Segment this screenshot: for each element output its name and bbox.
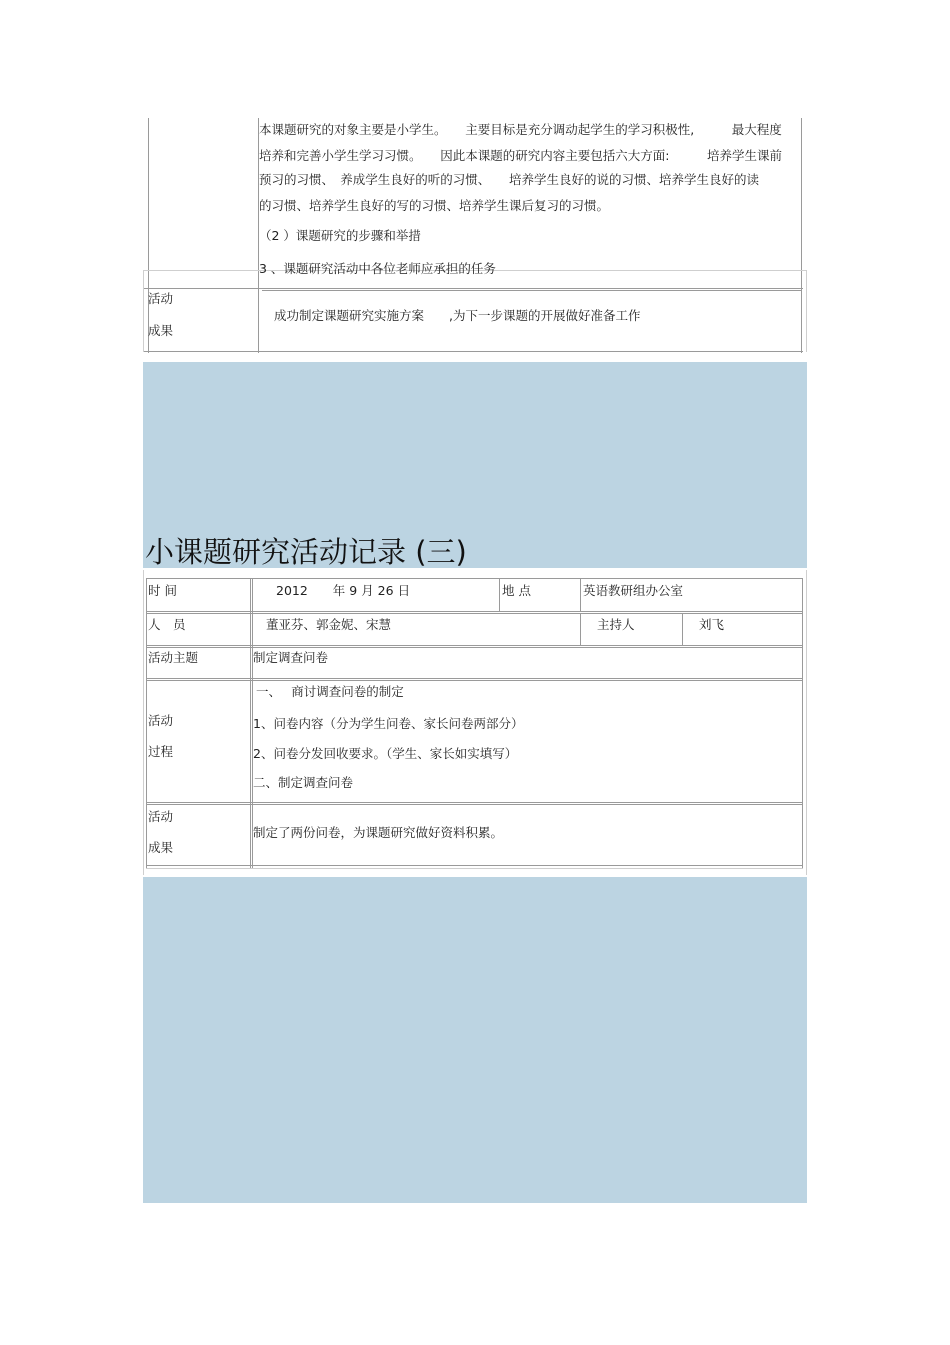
- table-border: [146, 678, 803, 679]
- result-label: 活动: [148, 809, 174, 824]
- table-border: [499, 578, 500, 612]
- record-title: 小课题研究活动记录 (三): [145, 535, 467, 569]
- result-label: 活动: [148, 291, 174, 306]
- table-border: [806, 270, 807, 352]
- result-text: 制定了两份问卷，为课题研究做好资料积累。: [253, 825, 504, 840]
- table-border: [146, 578, 803, 579]
- table-border: [148, 118, 149, 353]
- process-line: 2、问卷分发回收要求。（学生、家长如实填写）: [253, 746, 518, 761]
- table-border: [146, 578, 147, 868]
- table-border: [146, 868, 803, 869]
- table-border: [146, 613, 803, 614]
- table-border: [146, 865, 803, 866]
- table-border: [250, 578, 251, 868]
- process-line: 二、制定调查问卷: [253, 775, 354, 790]
- process-line: 一、 商讨调查问卷的制定: [256, 684, 404, 699]
- process-label: 活动: [148, 713, 174, 728]
- result-label: 成果: [148, 840, 174, 855]
- table-border: [682, 613, 683, 646]
- table-border: [143, 288, 803, 289]
- table-border: [143, 270, 144, 352]
- step-2-text: （2 ）课题研究的步骤和举措: [259, 228, 421, 243]
- place-value: 英语教研组办公室: [583, 583, 684, 598]
- process-label: 过程: [148, 744, 174, 759]
- people-value: 董亚芬、郭金妮、宋慧: [266, 617, 392, 632]
- table-border: [801, 118, 802, 353]
- table-border: [143, 351, 803, 352]
- table-border: [146, 611, 803, 612]
- table-border: [806, 570, 807, 875]
- place-label: 地 点: [502, 583, 531, 598]
- result-label: 成果: [148, 323, 174, 338]
- table-border: [146, 680, 803, 681]
- host-label: 主持人: [597, 617, 635, 632]
- host-value: 刘飞: [699, 617, 725, 632]
- content-line: 培养和完善小学生学习习惯。 因此本课题的研究内容主要包括六大方面: 培养学生课前: [259, 148, 782, 163]
- blue-band: [143, 877, 807, 1203]
- content-line: 预习的习惯、 养成学生良好的听的习惯、 培养学生良好的说的习惯、培养学生良好的读: [259, 172, 760, 187]
- date-value: 2012 年 9 月 26 日: [276, 583, 411, 598]
- table-border: [146, 802, 803, 803]
- table-border: [580, 613, 581, 646]
- step-3-text: 3 、课题研究活动中各位老师应承担的任务: [259, 261, 496, 276]
- table-border: [802, 578, 803, 868]
- table-border: [146, 645, 803, 646]
- content-line: 本课题研究的对象主要是小学生。 主要目标是充分调动起学生的学习积极性, 最大程度: [259, 122, 782, 137]
- theme-value: 制定调查问卷: [253, 650, 329, 665]
- theme-label: 活动主题: [148, 650, 199, 665]
- people-label: 人 员: [148, 617, 186, 632]
- result-text: 成功制定课题研究实施方案 ,为下一步课题的开展做好准备工作: [274, 308, 641, 323]
- process-line: 1、问卷内容（分为学生问卷、家长问卷两部分）: [253, 716, 524, 731]
- content-line: 的习惯、培养学生良好的写的习惯、培养学生课后复习的习惯。: [259, 198, 610, 213]
- table-border: [143, 570, 144, 875]
- table-border: [262, 290, 802, 291]
- table-border: [146, 647, 803, 648]
- table-border: [580, 578, 581, 612]
- table-border: [146, 804, 803, 805]
- time-label: 时 间: [148, 583, 177, 598]
